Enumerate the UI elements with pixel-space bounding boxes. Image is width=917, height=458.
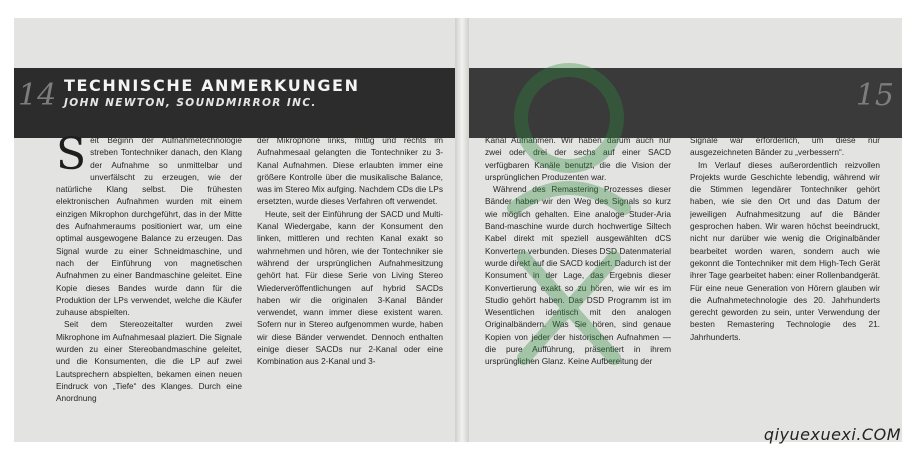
paragraph — [56, 134, 242, 318]
text-column-2 — [257, 134, 443, 440]
booklet-spread — [14, 18, 902, 442]
paragraph: der Mikrophone links, mittig und rechts im Aufnahmesaal gelangten die Tontechniker zu 3-Kanal Aufnahmen. Diese erlaubten immer eine größere Kontrolle über die musikalische Balance, was im Stereo Mix aufging. Nachdem CDs die LPs ersetzten, wurde dieses Verfahren oft verwendet. — [257, 135, 443, 207]
page-subtitle: JOHN NEWTON, SOUNDMIRROR INC. — [64, 97, 317, 109]
paragraph: Im Verlauf dieses außerordentlich reizvollen Projekts wurde Geschichte lebendig, während wir die Stimmen legendärer Tontechniker gehört haben, wie sie den Ort und das Datum der jeweiligen Aufnahmesitzung auf die Bänder gesprochen haben. Wir waren höchst beeindruckt, nicht nur darüber wie wenig die Originalbänder bearbeitet worden waren, sondern auch wie gekonnt die Tontechniker mit dem High-Tech Gerät ihrer Tage gearbeitet haben: einer Rollenbandgerät. Für eine neue Generation von Hörern glauben wir die Aufnahmetechnologie des 20. Jahrhunderts gerecht geworden zu sein, unter Verwendung der besten Remastering Technologie des 21. Jahrhunderts. — [690, 159, 880, 342]
header-band-right — [469, 68, 902, 138]
page-title: TECHNISCHE ANMERKUNGEN — [64, 76, 360, 95]
paragraph: Kanal Aufnahmen. Wir haben darum auch nur zwei oder drei der sechs auf einer SACD verfügbaren Kanäle benutzt, die die Vision der ursprünglichen Produzenten war. — [485, 135, 671, 182]
paragraph: Heute, seit der Einführung der SACD und Multi-Kanal Wiedergabe, kann der Konsument den linken, mittleren und rechten Kanal exakt so wahrnehmen und hören, wie der Tontechniker sie während der ursprünglichen Aufnahmesitzung gehört hat. Für diese Serie von Living Stereo Wiederveröffentlichungen auf hybrid SACDs haben wir die originalen 3-Kanal Bänder verwendet, wann immer diese existent waren. Sofern nur in Stereo aufgenommen wurde, haben wir diese Bänder verwendet. Dennoch enthalten einige dieser SACDs nur 2-Kanal oder eine Kombination aus 2-Kanal und 3- — [257, 208, 443, 367]
text-column-3 — [485, 134, 671, 440]
text-column-1 — [56, 134, 242, 440]
paragraph: Signale war erforderlich, um diese nur ausgezeichneten Bänder zu „verbessern“. — [690, 135, 880, 158]
page-gutter — [455, 18, 469, 442]
paragraph: Während des Remastering Prozesses dieser Bänder haben wir den Weg des Signals so kurz wie möglich gehalten. Eine analoge Studer-Aria Band-maschine wurde durch hochwertige Siltech Kabel direkt mit speziell ausgewählten dCS Konvertern verbunden. Dieses DSD Datenmaterial wurde direkt auf die SACD kodiert. Dadurch ist der Konsument in der Lage, das Ergebnis dieser Konvertierung exakt so zu hören, wie wir es im Studio gehört haben. Das DSD Programm ist im Wesentlichen identisch mit den analogen Originalbändern. Was Sie hören, sind genaue Kopien von jeder der historischen Aufnahmen — die pure Aufführung, präsentiert in ihrem ursprünglichen Glanz. Keine Aufbereitung der — [485, 184, 671, 367]
drop-cap: S — [56, 134, 87, 180]
paragraph-text: eit Beginn der Aufnahmetechnologie streben Tontechniker danach, den Klang der Aufnahme so unmittelbar und unverfälscht zu erzeugen, wie der natürliche Klang selbst. Die frühesten elektronischen Aufnahmen wurden mit einem einzigen Mikrophon durchgeführt, das in der Mitte des Aufnahmeraums positioniert war, um eine optimal ausgewogene Balance zu erzeugen. Das Signal wurde zu einer Schneidmaschine, und nach der Einführung von magnetischen Aufnahmen zu einer Bandmaschine geleitet. Eine Kopie dieses Bandes wurde dann für die Produktion der LPs verwendet, welche die Käufer zuhause abspielten. — [56, 135, 242, 318]
page-number-left: 14 — [18, 78, 57, 113]
text-column-4 — [690, 134, 880, 440]
paragraph: Seit dem Stereozeitalter wurden zwei Mikrophone im Aufnahmesaal plaziert. Die Signale wurden zu einer Stereobandmaschine geleitet, und die Konsumenten, die die LP auf zwei Lautsprechern abspielten, bekamen einen neuen Eindruck von „Tiefe“ des Klanges. Durch eine Anordnung — [56, 319, 242, 404]
site-watermark-text: qiyuexuexi.COM — [763, 425, 901, 444]
page-number-right: 15 — [855, 78, 894, 113]
